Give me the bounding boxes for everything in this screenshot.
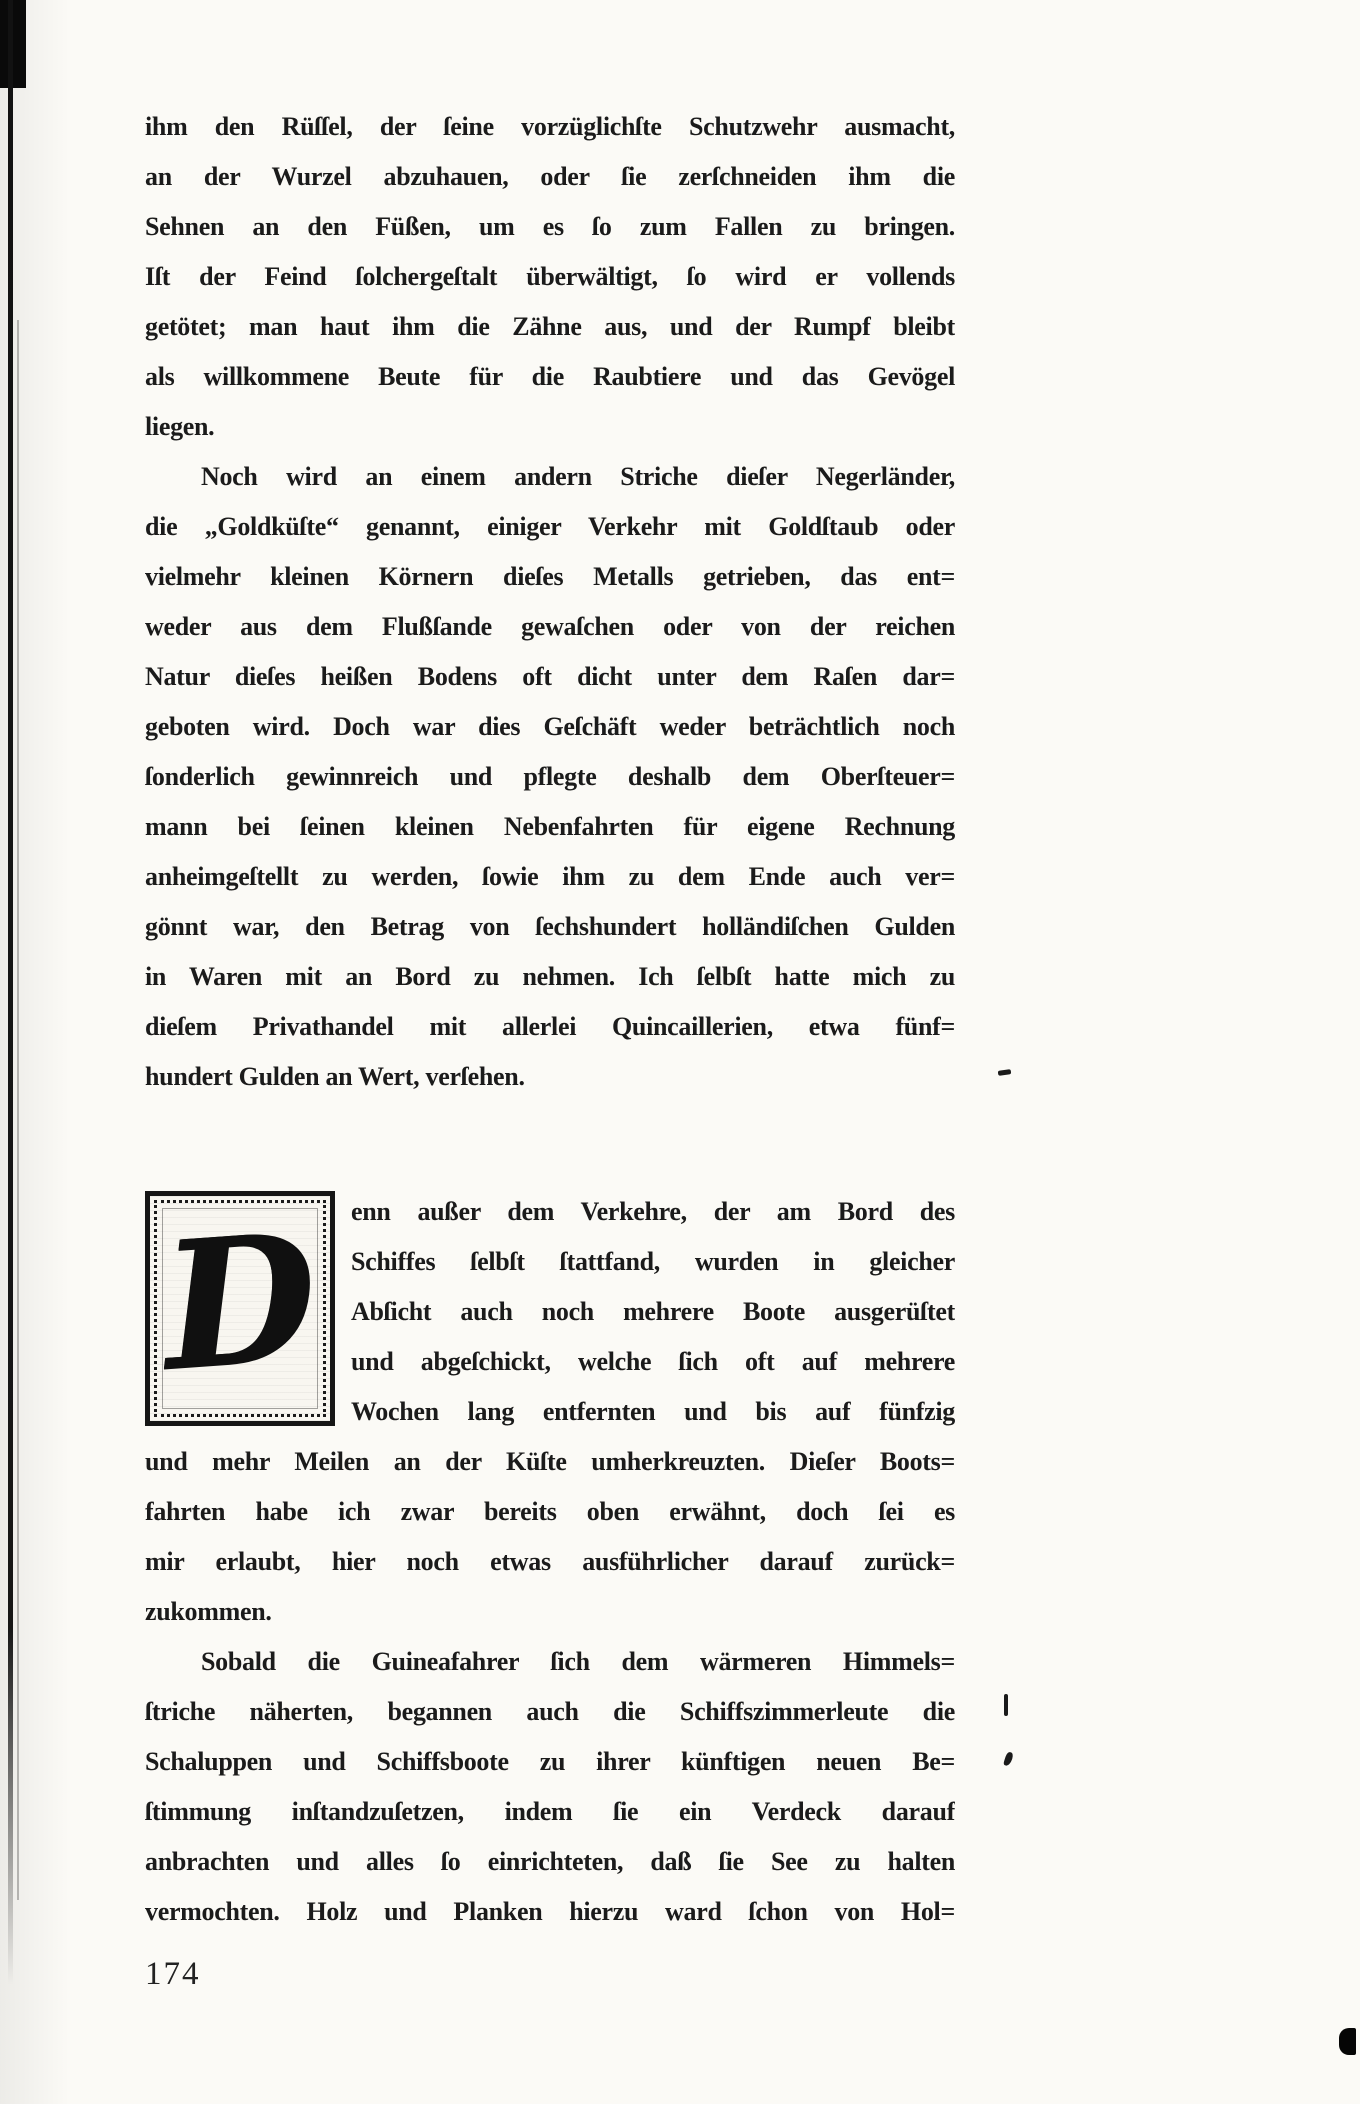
text-line: getötet; man haut ihm die Zähne aus, und der Rumpf bleibt	[145, 312, 955, 341]
text-line: fahrten habe ich zwar bereits oben erwähnt, doch ſei es	[145, 1497, 955, 1526]
text-line: hundert Gulden an Wert, verſehen.	[145, 1062, 525, 1091]
text-line: ſtimmung inſtandzuſetzen, indem ſie ein Verdeck darauf	[145, 1797, 955, 1826]
text-line: anbrachten und alles ſo einrichteten, daß ſie See zu halten	[145, 1847, 955, 1876]
scan-corner-mark	[0, 0, 26, 88]
text-line: liegen.	[145, 412, 215, 441]
text-line: enn außer dem Verkehre, der am Bord des	[351, 1197, 955, 1226]
text-line: Sobald die Guineafahrer ſich dem wärmeren Himmels=	[201, 1647, 955, 1676]
paragraph	[145, 102, 955, 452]
text-line: Natur dieſes heißen Bodens oft dicht unter dem Raſen dar=	[145, 662, 955, 691]
text-line: und abgeſchickt, welche ſich oft auf mehrere	[351, 1347, 955, 1376]
drop-cap-letter: D	[156, 1194, 323, 1411]
text-line: Sehnen an den Füßen, um es ſo zum Fallen zu bringen.	[145, 212, 955, 241]
text-line: mir erlaubt, hier noch etwas ausführlicher darauf zurück=	[145, 1547, 955, 1576]
text-line: Wochen lang entfernten und bis auf fünfzig	[351, 1397, 955, 1426]
text-line: Noch wird an einem andern Striche dieſer Negerländer,	[201, 462, 955, 491]
text-line: Schaluppen und Schiffsboote zu ihrer künftigen neuen Be=	[145, 1747, 955, 1776]
text-line: geboten wird. Doch war dies Geſchäft weder beträchtlich noch	[145, 712, 955, 741]
paragraph	[145, 452, 955, 1102]
binding-shadow-line-faint	[17, 320, 19, 1900]
drop-cap-ornament	[145, 1191, 335, 1426]
text-line: vielmehr kleinen Körnern dieſes Metalls getrieben, das ent=	[145, 562, 955, 591]
text-line: ſtriche näherten, begannen auch die Schiffszimmerleute die	[145, 1697, 955, 1726]
paragraph	[145, 1637, 955, 1937]
text-line: Abſicht auch noch mehrere Boote ausgerüſtet	[351, 1297, 955, 1326]
text-block	[145, 102, 955, 1999]
binding-shadow-line	[8, 0, 13, 1985]
text-line: ihm den Rüſſel, der ſeine vorzüglichſte Schutzwehr ausmacht,	[145, 112, 955, 141]
text-line: in Waren mit an Bord zu nehmen. Ich ſelbſt hatte mich zu	[145, 962, 955, 991]
page-edge-ink-blob	[1339, 2028, 1356, 2055]
text-line: als willkommene Beute für die Raubtiere und das Gevögel	[145, 362, 955, 391]
margin-pencil-comma	[1003, 1751, 1014, 1766]
text-line: ſonderlich gewinnreich und pflegte deshalb dem Oberſteuer=	[145, 762, 955, 791]
text-line: vermochten. Holz und Planken hierzu ward ſchon von Hol=	[145, 1897, 955, 1926]
text-line: die „Goldküſte“ genannt, einiger Verkehr mit Goldſtaub oder	[145, 512, 955, 541]
text-line: Schiffes ſelbſt ſtattfand, wurden in gleicher	[351, 1247, 955, 1276]
page-number: 174	[145, 1956, 201, 1992]
text-line: zukommen.	[145, 1597, 272, 1626]
text-line: Iſt der Feind ſolchergeſtalt überwältigt, ſo wird er vollends	[145, 262, 955, 291]
margin-pencil-tick	[1004, 1694, 1008, 1716]
paragraph-with-drop-cap	[145, 1187, 955, 1637]
text-line: weder aus dem Flußſande gewaſchen oder von der reichen	[145, 612, 955, 641]
text-line: an der Wurzel abzuhauen, oder ſie zerſchneiden ihm die	[145, 162, 955, 191]
text-line: anheimgeſtellt zu werden, ſowie ihm zu dem Ende auch ver=	[145, 862, 955, 891]
text-line: und mehr Meilen an der Küſte umherkreuzten. Dieſer Boots=	[145, 1447, 955, 1476]
margin-pencil-dash	[998, 1069, 1012, 1076]
text-line: mann bei ſeinen kleinen Nebenfahrten für eigene Rechnung	[145, 812, 955, 841]
text-line: gönnt war, den Betrag von ſechshundert holländiſchen Gulden	[145, 912, 955, 941]
text-line: dieſem Privathandel mit allerlei Quincaillerien, etwa fünf=	[145, 1012, 955, 1041]
